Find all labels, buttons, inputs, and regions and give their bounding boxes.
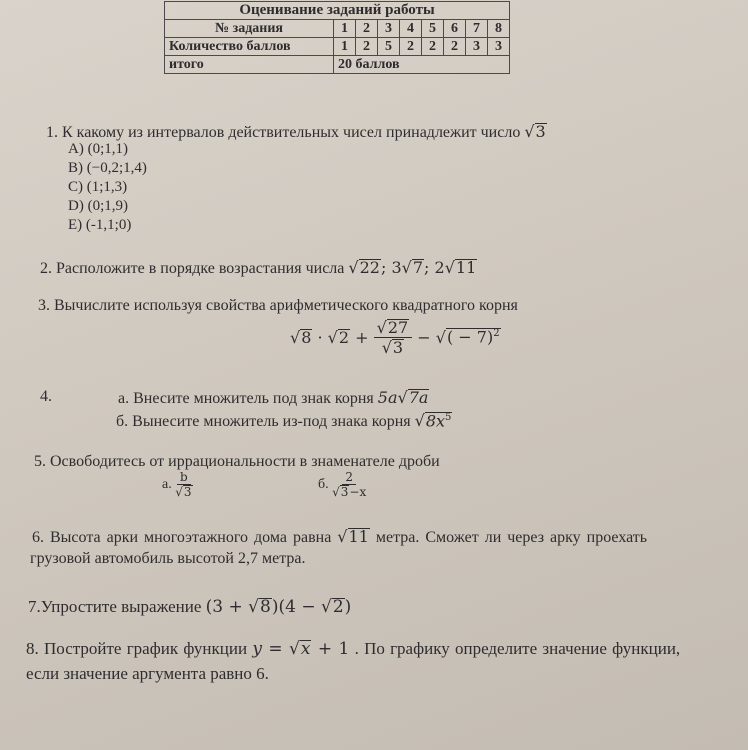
fraction: $\frac{b}{√3}$ (175, 470, 192, 499)
denominator-rest: −x (349, 485, 367, 499)
points-label: Количество баллов (165, 38, 334, 56)
part-label: б. (318, 476, 329, 492)
exponent: 2 (493, 328, 500, 340)
radicand: 11 (455, 258, 477, 277)
question-2 (40, 258, 477, 278)
radicand: 2 (338, 327, 350, 347)
task-number-row (165, 20, 510, 38)
radicand: 7 (412, 258, 424, 277)
option-e: E) (-1,1;0) (68, 217, 132, 233)
expression: (3 + √8)(4 − √2) (205, 597, 352, 617)
sqrt-expression: √11 (337, 527, 369, 546)
question-1-options (68, 140, 147, 235)
question-5 (34, 453, 440, 471)
task-number-cell: 7 (466, 20, 488, 38)
question-4b (116, 411, 452, 431)
question-2-text: 2. Расположите в порядке возрастания числа (40, 260, 345, 277)
points-cell: 2 (422, 38, 444, 56)
radicand: 7a (408, 388, 429, 407)
radicand: 11 (348, 527, 369, 546)
expr-part: + 1 (311, 639, 350, 659)
table-title: Оценивание заданий работы (165, 2, 510, 20)
radicand: 8 (260, 597, 271, 617)
question-1-text: 1. К какому из интервалов действительных чисел принадлежит число (46, 124, 521, 141)
question-4b-text: б. Вынесите множитель из-под знака корня (116, 413, 411, 430)
sqrt-expression: $√8x^5$ (414, 411, 452, 430)
part-label: а. (162, 476, 172, 492)
radicand: 22 (359, 258, 380, 277)
radicand: 27 (387, 318, 409, 337)
radicand: 3 (535, 122, 546, 141)
radicand: 2 (332, 597, 344, 617)
coefficient: 5a (377, 388, 398, 407)
task-number-cell: 2 (356, 20, 378, 38)
question-8-text-cont: . По графику определите значение функции, (354, 639, 681, 658)
radicand: 3 (392, 338, 404, 357)
table-title-row (165, 2, 510, 20)
task-number-cell: 6 (444, 20, 466, 38)
fraction: $\frac{√27}{√3}$ (374, 318, 413, 357)
task-number-cell: 5 (422, 20, 444, 38)
question-1 (46, 122, 547, 142)
points-cell: 1 (334, 38, 356, 56)
question-8-line2: если значение аргумента равно 6. (26, 664, 269, 683)
radicand: 3 (340, 485, 349, 499)
question-8 (26, 639, 680, 659)
total-label: итого (165, 56, 334, 74)
coefficient: 3 (391, 258, 402, 277)
task-number-cell: 3 (378, 20, 400, 38)
radicand (446, 328, 501, 346)
question-5b (318, 470, 366, 499)
question-5a (162, 470, 193, 499)
separator: ; (424, 258, 430, 277)
question-4-number: 4. (40, 388, 52, 405)
points-row (165, 38, 510, 56)
exponent: 5 (445, 411, 452, 423)
coefficient: 2 (434, 258, 445, 277)
task-number-cell: 1 (334, 20, 356, 38)
question-7 (28, 597, 351, 617)
task-number-label: № задания (165, 20, 334, 38)
option-a: A) (0;1,1) (68, 141, 128, 157)
task-number-cell: 8 (488, 20, 510, 38)
radicand-base: 8x (425, 411, 446, 430)
expr-part: ) (344, 597, 352, 617)
points-cell: 3 (488, 38, 510, 56)
question-6-text-cont: метра. Сможет ли через арку проехать (375, 529, 648, 546)
expr-part: )(4 − (271, 597, 321, 617)
question-8-text: 8. Постройте график функции (26, 639, 248, 658)
points-cell: 3 (466, 38, 488, 56)
question-5-text: 5. Освободитесь от иррациональности в знаменателе дроби (34, 453, 440, 470)
total-value: 20 баллов (334, 56, 510, 74)
fraction: $\frac{2}{√3-x}$ (332, 470, 367, 499)
question-3-text: 3. Вычислите используя свойства арифметического квадратного корня (38, 297, 518, 314)
radicand: 8 (301, 327, 312, 347)
option-d: D) (0;1,9) (68, 198, 128, 214)
question-6-text: 6. Высота арки многоэтажного дома равна (32, 529, 332, 546)
question-6 (32, 527, 647, 547)
grading-table (164, 1, 510, 74)
task-number-cell: 4 (400, 20, 422, 38)
expr-part: (3 + (205, 597, 249, 617)
numerator: 2 (342, 470, 356, 485)
function-expression: y = √x + 1 (252, 639, 350, 659)
option-c: C) (1;1,3) (68, 179, 128, 195)
radicand-base: ( − 7) (446, 327, 494, 347)
radicand: 3 (183, 485, 192, 499)
points-cell: 2 (356, 38, 378, 56)
question-3-expression: √ 8 · √ 2 + $\frac{√27}{√3}$ − √ ( − 7)$^2$ (290, 318, 500, 357)
question-7-text: 7.Упростите выражение (28, 597, 202, 616)
question-3 (38, 297, 518, 315)
question-4a (118, 388, 429, 408)
points-cell: 2 (444, 38, 466, 56)
radicand: x (300, 639, 311, 659)
question-4a-text: а. Внесите множитель под знак корня (118, 390, 374, 407)
points-cell: 5 (378, 38, 400, 56)
total-row (165, 56, 510, 74)
sqrt-expression: √3 (524, 122, 546, 141)
option-b: B) (−0,2;1,4) (68, 160, 147, 176)
points-cell: 2 (400, 38, 422, 56)
expr-part: y = (252, 639, 289, 659)
number-list: √22; 3√7; 2√11 (348, 258, 477, 277)
sqrt-expression: 5a√7a (377, 388, 429, 407)
question-6-line2: грузовой автомобиль высотой 2,7 метра. (30, 550, 306, 567)
radicand (425, 412, 453, 430)
numerator: b (177, 470, 191, 485)
separator: ; (380, 258, 387, 277)
